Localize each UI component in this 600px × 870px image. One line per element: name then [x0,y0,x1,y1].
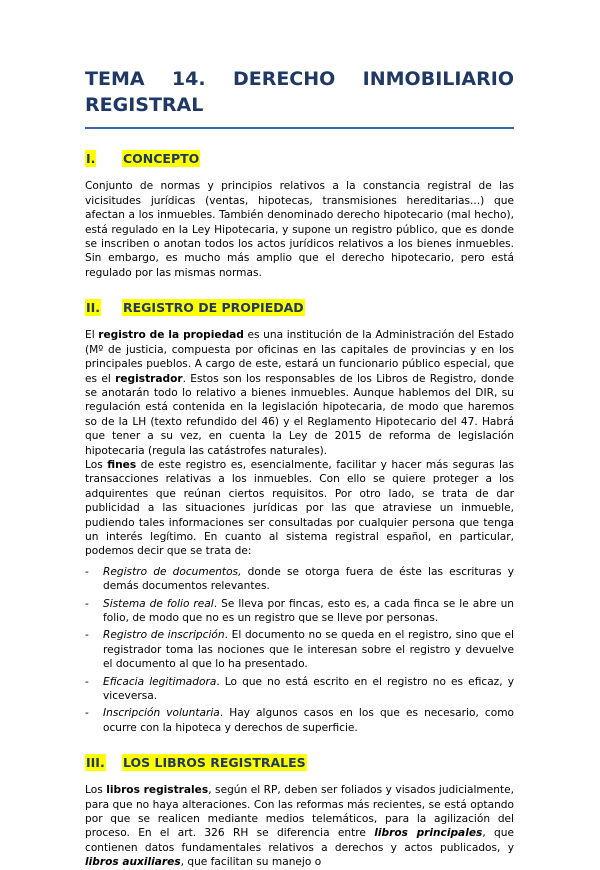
heading-text: REGISTRO DE PROPIEDAD [123,300,304,316]
list-item-text: Registro de documentos, donde se otorga fuera de éste las escrituras y demás documentos relevantes. [103,565,514,593]
bullet-dash: - [85,597,89,610]
bullet-dash: - [85,675,89,688]
heading-number: II. [86,300,101,316]
heading-text: LOS LIBROS REGISTRALES [123,755,306,771]
section-concepto [85,151,514,280]
heading-number: III. [86,755,105,771]
heading-number: I. [86,151,96,167]
section-heading-los-libros-registrales [85,755,514,770]
paragraph: Conjunto de normas y principios relativos a la constancia registral de las vicisitudes jurídicas (ventas, hipotecas, transmisiones hereditarias...) que afectan a los inmuebles. También denominado derecho hipotecario (mal hecho), está regulado en la Ley Hipotecaria, y supone un registro público, que es donde se inscriben o anotan todos los actos jurídicos relativos a los bienes inmuebles. Sin embargo, es mucho más amplio que el derecho hipotecario, pero está regulado por las mismas normas. [85,180,514,279]
heading-number-tab [85,151,122,166]
list-item [85,628,514,671]
bullet-dash: - [85,629,89,642]
bullet-list [85,565,514,735]
section-heading-registro-de-propiedad [85,300,514,315]
list-item [85,706,514,735]
list-item-text: Sistema de folio real. Se lleva por fincas, esto es, a cada finca se le abre un folio, de modo que no es un registro que se lleve por personas. [103,597,515,624]
paragraph: El registro de la propiedad es una institución de la Administración del Estado (Mº de justicia, compuesta por oficinas en las capitales de provincias y en los principales pueblos. A cargo de este, estará un funcionario público especial, que es el registrador. Estos son los responsables de los Libros de Registro, donde se anotarán todo lo relativo a bienes inmuebles. Aunque hablemos del DIR, su regulación está contenida en la legislación hipotecaria, de modo que haremos so de la LH (texto refundido del 46) y el Reglamento Hipotecario del 47. Habrá que tener a su vez, en cuenta la Ley de 2015 de reforma de legislación hipotecaria (regula las catástrofes naturales). [85,329,514,457]
heading-number-tab [85,755,122,770]
heading-text: CONCEPTO [123,151,200,167]
document-title: TEMA 14. DERECHO INMOBILIARIO REGISTRAL [85,66,514,129]
bullet-dash: - [85,707,89,720]
list-item [85,597,514,626]
list-item-text: Eficacia legitimadora. Lo que no está escrito en el registro no es eficaz, y viceversa. [103,675,514,703]
section-los-libros-registrales [85,755,514,869]
heading-number-tab [85,300,122,315]
list-item [85,675,514,704]
section-registro-de-propiedad [85,300,514,735]
list-item-text: Registro de inscripción. El documento no se queda en el registro, sino que el registrador toma las nociones que le interesan sobre el registro y devuelve el documento al que lo ha presentado. [103,629,514,671]
list-item-text: Inscripción voluntaria. Hay algunos casos en los que es necesario, como ocurre con la hipoteca y derechos de superficie. [103,707,514,734]
list-item [85,565,514,594]
section-heading-concepto [85,151,514,166]
paragraph: Los fines de este registro es, esencialmente, facilitar y hacer más seguras las transacciones relativas a los inmuebles. Con ello se quiere proteger a los adquirentes que reúnan ciertos requisitos. Por otro lado, se trata de dar publicidad a las situaciones jurídicas por las que atraviese un inmueble, pudiendo tales informaciones ser consultadas por cualquier persona que tenga un interés legítimo. En cuanto al sistema registral español, en particular, podemos decir que se trata de: [85,458,514,558]
bullet-dash: - [85,565,89,578]
paragraph: Los libros registrales, según el RP, deben ser foliados y visados judicialmente, para que no haya alteraciones. Con las reformas más recientes, se está optando por que se realicen mediante medios telemáticos, para la agilización del proceso. En el art. 326 RH se diferencia entre libros principales, que contienen datos fundamentales relativos a derechos y actos publicados, y libros auxiliares, que facilitan su manejo o [85,784,514,869]
